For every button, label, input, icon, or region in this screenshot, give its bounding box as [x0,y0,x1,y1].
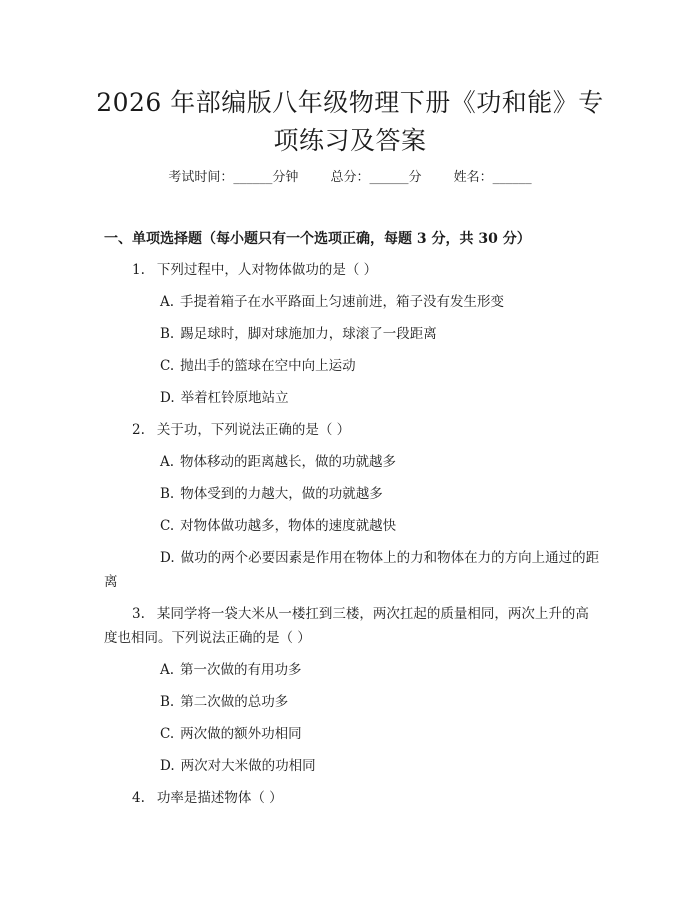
option-text: 两次对大米做的功相同 [180,758,316,774]
option-text: 物体移动的距离越长，做的功就越多 [180,454,397,470]
question-4 [104,786,602,810]
question-2-option-a [104,450,602,474]
option-label: D. [160,550,175,566]
option-label: A. [160,454,175,470]
question-number: 4. [132,790,145,806]
question-text: 关于功，下列说法正确的是（ ） [156,422,351,438]
option-text: 手提着箱子在水平路面上匀速前进，箱子没有发生形变 [180,294,505,310]
option-text: 对物体做功越多，物体的速度就越快 [180,518,397,534]
question-1-option-b [104,322,602,346]
option-text: 抛出手的篮球在空中向上运动 [180,358,356,374]
option-label: C. [160,518,175,534]
option-label: A. [160,294,175,310]
option-label: D. [160,758,175,774]
option-text: 第一次做的有用功多 [180,662,302,678]
exam-info [0,168,700,188]
total-score-field: 总分：______分 [330,170,422,185]
option-label: D. [160,390,175,406]
option-text: 第二次做的总功多 [180,694,289,710]
option-label: B. [160,694,175,710]
option-text: 物体受到的力越大，做的功就越多 [180,486,383,502]
section-heading: 一、单项选择题（每小题只有一个选项正确，每题 3 分，共 30 分） [104,231,531,247]
option-text: 踢足球时，脚对球施加力，球滚了一段距离 [180,326,437,342]
question-1-option-a [104,290,602,314]
option-text: 两次做的额外功相同 [180,726,302,742]
question-2 [104,418,602,442]
question-3-option-a [104,658,602,682]
option-text: 做功的两个必要因素是作用在物体上的力和物体在力的方向上通过的距离 [104,550,600,590]
question-text: 下列过程中，人对物体做功的是（ ） [156,262,378,278]
question-number: 1. [132,262,145,278]
option-label: B. [160,486,175,502]
question-1 [104,258,602,282]
option-label: A. [160,662,175,678]
exam-time-field: 考试时间：______分钟 [168,170,299,185]
question-2-option-b [104,482,602,506]
option-label: B. [160,326,175,342]
question-number: 3. [132,606,145,622]
question-2-option-c [104,514,602,538]
student-name-field: 姓名：______ [453,170,532,185]
question-1-option-c [104,354,602,378]
document-title-line-1: 2026 年部编版八年级物理下册《功和能》专 [96,88,604,117]
document-title-line-2: 项练习及答案 [273,126,427,155]
question-3 [104,602,602,650]
question-3-option-b [104,690,602,714]
question-text: 功率是描述物体（ ） [156,790,283,806]
option-label: C. [160,726,175,742]
question-1-option-d [104,386,602,410]
question-3-option-d [104,754,602,778]
option-text: 举着杠铃原地站立 [180,390,289,406]
question-text: 某同学将一袋大米从一楼扛到三楼，两次扛起的质量相同，两次上升的高度也相同。下列说法正确的是（ ） [104,606,589,646]
question-number: 2. [132,422,145,438]
question-3-option-c [104,722,602,746]
question-2-option-d [104,546,602,594]
option-label: C. [160,358,175,374]
